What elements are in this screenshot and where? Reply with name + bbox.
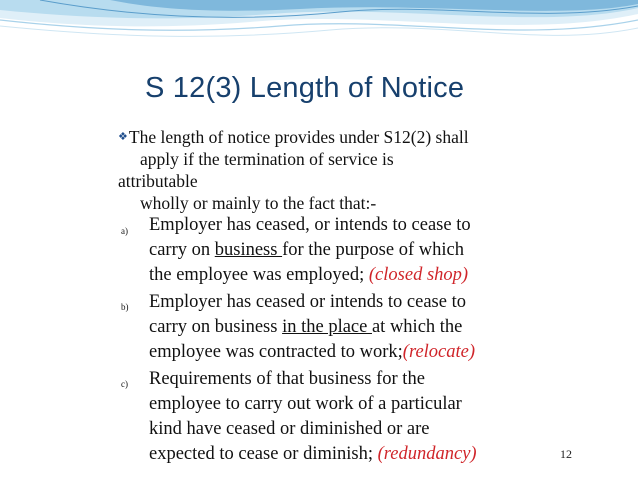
decorative-wave-banner [0, 0, 638, 72]
intro-line-2: apply if the termination of service is [140, 149, 394, 169]
relocate-tag: (relocate) [402, 342, 476, 362]
list-item-b-line-1: Employer has ceased or intends to cease to [149, 292, 466, 312]
redundancy-tag: (redundancy) [377, 444, 477, 464]
intro-line-1: ❖The length of notice provides under S12(2) shall [118, 127, 469, 147]
list-item-a-line-2: carry on business for the purpose of which [149, 240, 464, 260]
list-item-c-line-1: Requirements of that business for the [149, 369, 425, 389]
list-item-c-line-4: expected to cease or diminish; (redundancy) [149, 444, 477, 464]
list-item-b-line-2: carry on business in the place at which the [149, 317, 463, 337]
intro-line-3: attributable [118, 171, 198, 191]
closed-shop-tag: (closed shop) [368, 265, 469, 285]
list-item-c-line-2: employee to carry out work of a particular [149, 394, 462, 414]
list-item-c-line-3: kind have ceased or diminished or are [149, 419, 430, 439]
list-item-a-line-3: the employee was employed; (closed shop) [149, 265, 469, 285]
slide-title: S 12(3) Length of Notice [145, 72, 465, 104]
intro-line-4: wholly or mainly to the fact that:- [140, 193, 377, 213]
list-item-a-line-1: Employer has ceased, or intends to cease to [149, 215, 471, 235]
list-item-b-line-3: employee was contracted to work;(relocate) [149, 342, 476, 362]
diamond-bullet-icon: ❖ [118, 131, 128, 143]
page-number: 12 [560, 447, 572, 461]
list-marker-c: c) [121, 379, 128, 389]
list-marker-a: a) [121, 226, 128, 236]
list-marker-b: b) [121, 302, 129, 312]
